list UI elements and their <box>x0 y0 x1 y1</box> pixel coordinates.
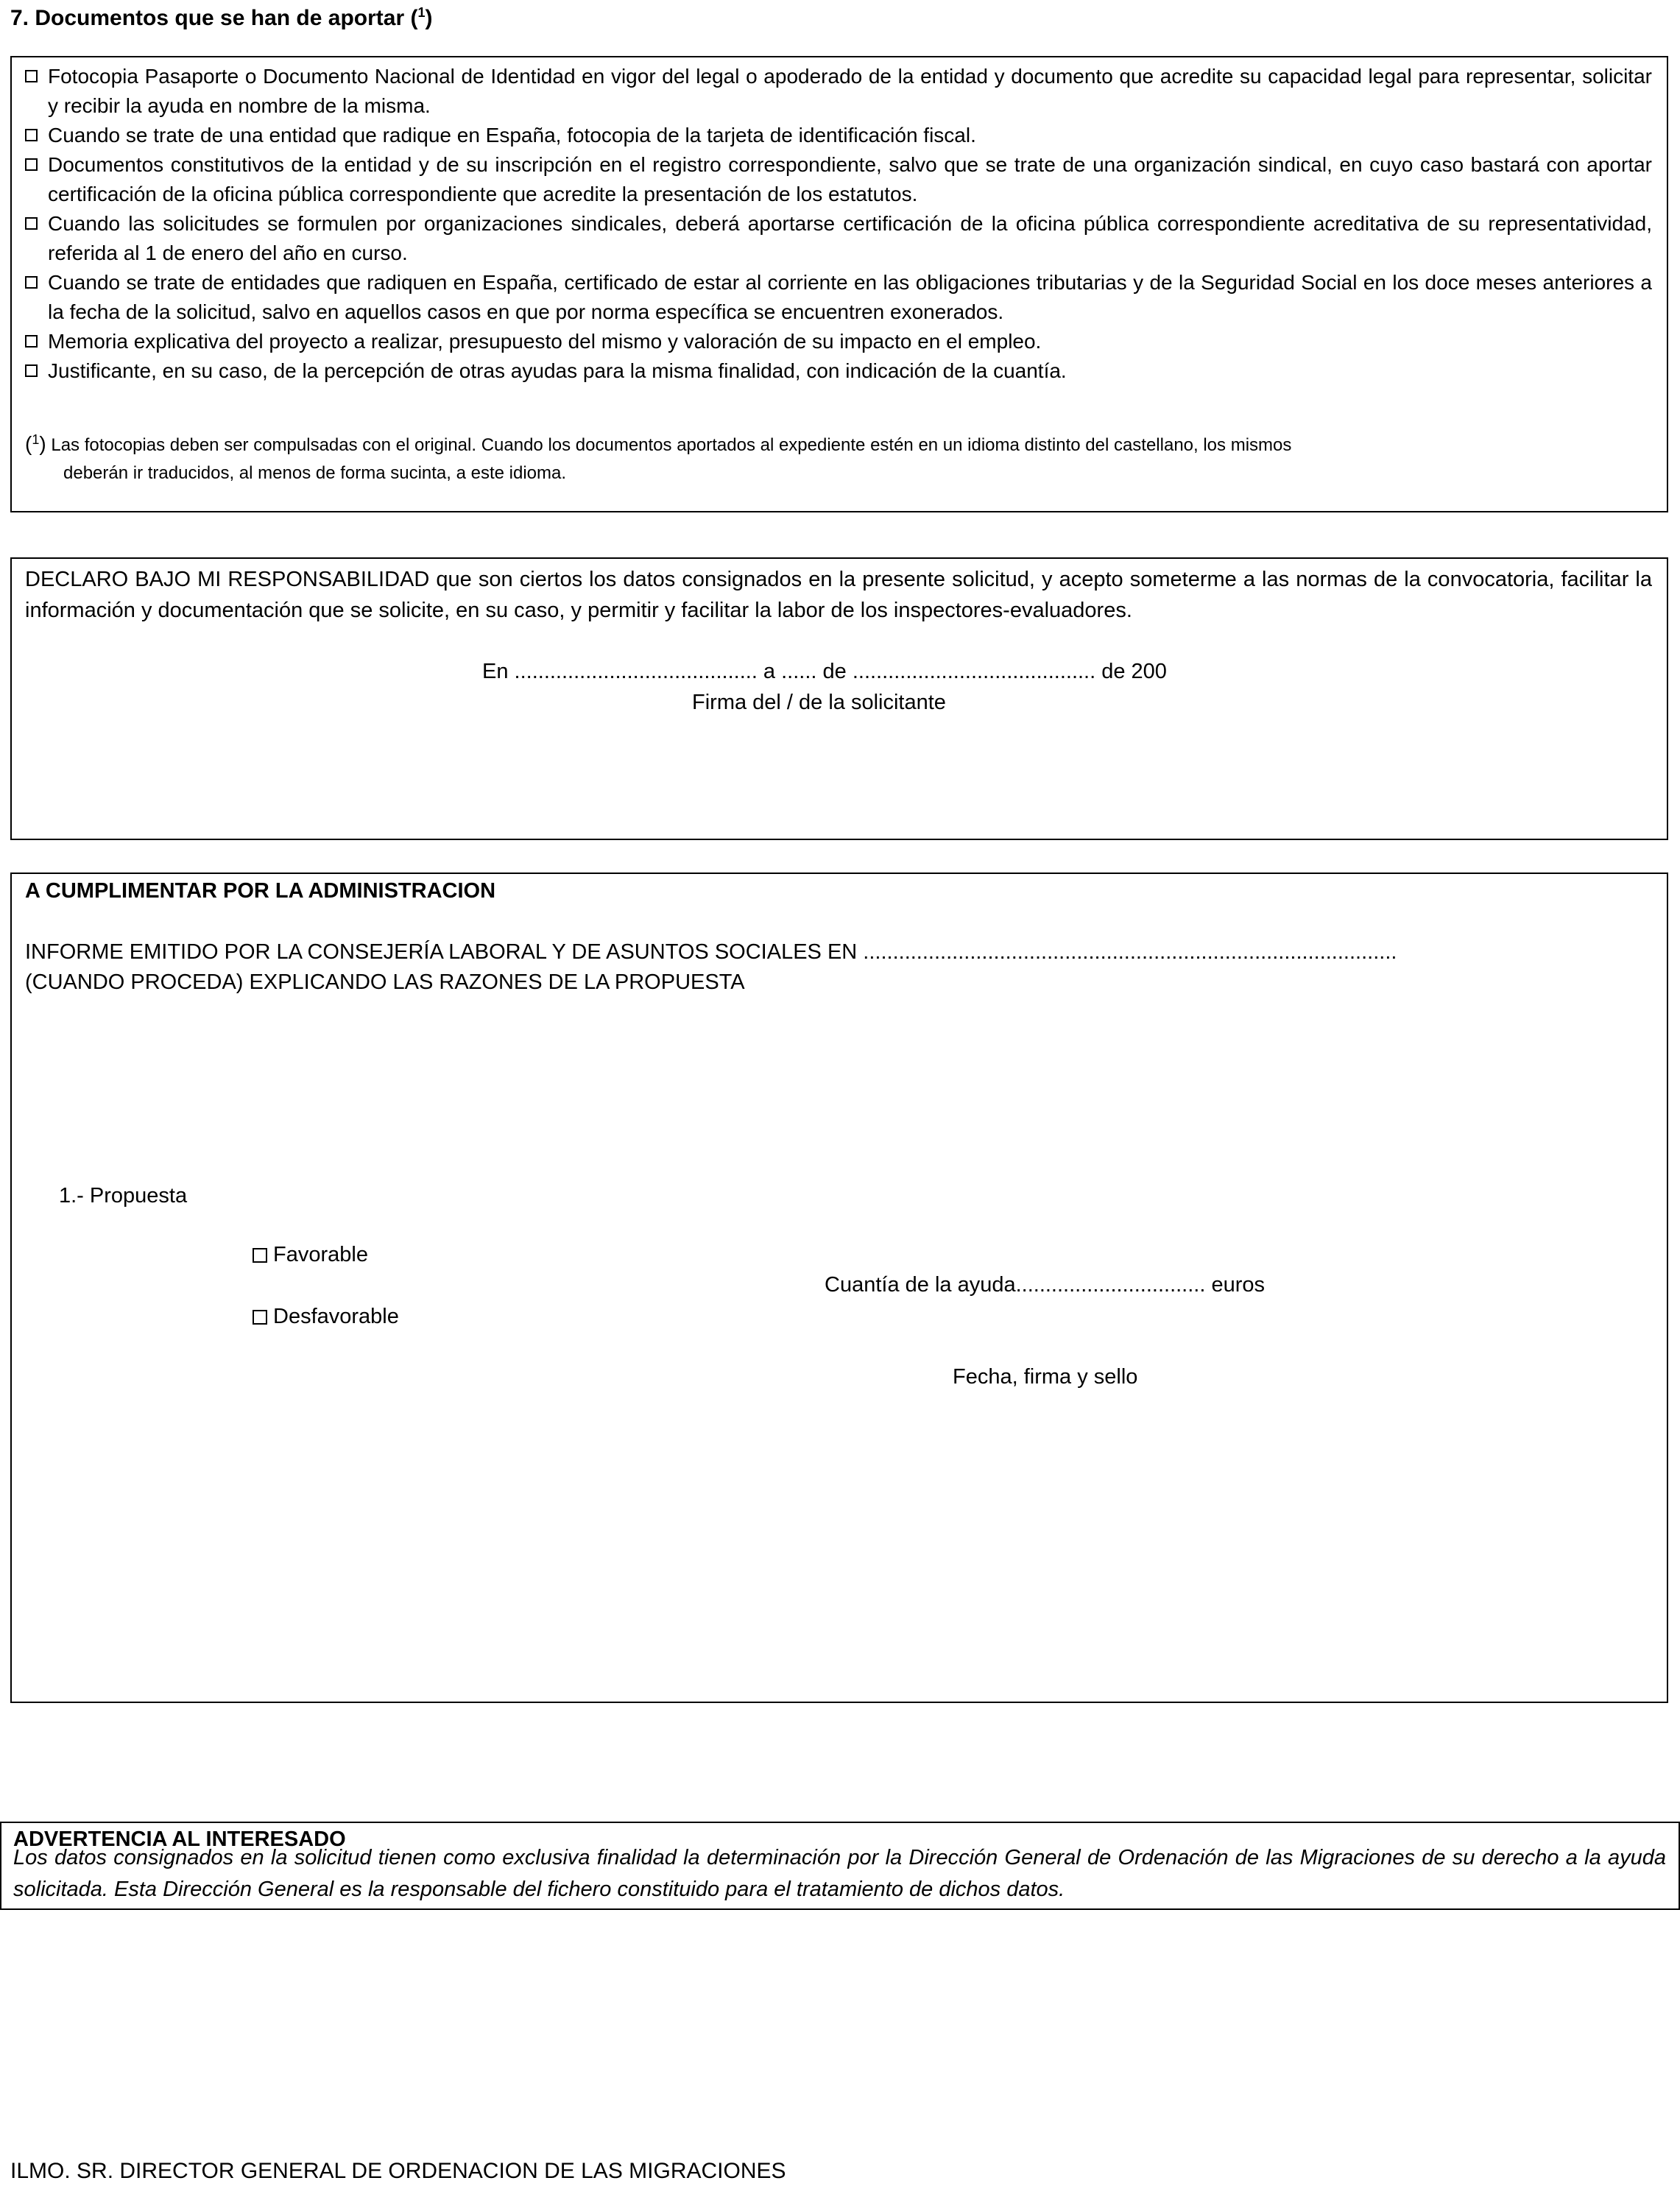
document-item-text: Memoria explicativa del proyecto a realizar, presupuesto del mismo y valoración de su impacto en el empleo. <box>48 330 1042 353</box>
place-date-line: En ......................................... a ...... de ......................................... de 200 <box>482 660 1167 683</box>
document-item <box>25 356 1652 386</box>
checkbox-document-2[interactable] <box>25 129 38 141</box>
documents-footnote <box>25 430 1652 487</box>
section-7-title-sup: 1 <box>417 5 426 20</box>
favorable-option[interactable] <box>253 1243 368 1267</box>
footnote-text-2: deberán ir traducidos, al menos de forma sucinta, a este idioma. <box>63 463 567 483</box>
document-item <box>25 268 1652 327</box>
section-7-title <box>10 6 432 31</box>
unfavorable-option[interactable] <box>253 1305 399 1329</box>
document-item <box>25 209 1652 268</box>
section-7-title-text: 7. Documentos que se han de aportar ( <box>10 6 418 30</box>
checkbox-document-4[interactable] <box>25 217 38 230</box>
unfavorable-label: Desfavorable <box>273 1305 399 1328</box>
document-item <box>25 327 1652 356</box>
document-item-text: Cuando las solicitudes se formulen por organizaciones sindicales, deberá aportarse certificación de la oficina pública correspondiente acreditativa de su representatividad, referida al 1 de enero del año en curso. <box>48 212 1652 264</box>
footnote-mark-open: ( <box>25 432 32 455</box>
document-item-text: Cuando se trate de una entidad que radique en España, fotocopia de la tarjeta de identificación fiscal. <box>48 124 976 147</box>
warning-text: Los datos consignados en la solicitud tienen como exclusiva finalidad la determinación por la Dirección General de Ordenación de las Migraciones de su derecho a la ayuda solicitada. Esta Dirección General es la responsable del fichero constituido para el tratamiento de dichos datos. <box>13 1846 1666 1901</box>
section-7-title-end: ) <box>425 6 433 30</box>
document-item <box>25 150 1652 209</box>
checkbox-document-5[interactable] <box>25 276 38 289</box>
signature-label: Firma del / de la solicitante <box>692 691 946 714</box>
addressee-line: ILMO. SR. DIRECTOR GENERAL DE ORDENACION DE LAS MIGRACIONES <box>10 2159 786 2183</box>
checkbox-document-1[interactable] <box>25 70 38 82</box>
footnote-mark-sup: 1 <box>32 432 40 447</box>
report-line-2: (CUANDO PROCEDA) EXPLICANDO LAS RAZONES DE LA PROPUESTA <box>25 970 745 994</box>
document-item <box>25 121 1652 150</box>
report-line-1: INFORME EMITIDO POR LA CONSEJERÍA LABORAL Y DE ASUNTOS SOCIALES EN .......................................................................................... <box>25 940 1397 964</box>
checkbox-document-6[interactable] <box>25 335 38 348</box>
checkbox-favorable[interactable] <box>253 1248 267 1263</box>
footnote-line-1 <box>25 430 1652 459</box>
document-item-text: Documentos constitutivos de la entidad y de su inscripción en el registro correspondiente, salvo que se trate de una organización sindical, en cuyo caso bastará con aportar certificación de la oficina pública correspondiente que acredite la presentación de los estatutos. <box>48 153 1652 205</box>
administration-title: A CUMPLIMENTAR POR LA ADMINISTRACION <box>25 879 496 903</box>
declaration-text: DECLARO BAJO MI RESPONSABILIDAD que son ciertos los datos consignados en la presente solicitud, y acepto someterme a las normas de la convocatoria, facilitar la información y documentación que se solicite, en su caso, y permitir y facilitar la labor de los inspectores-evaluadores. <box>25 568 1652 622</box>
proposal-label: 1.- Propuesta <box>59 1184 188 1208</box>
amount-line: Cuantía de la ayuda................................ euros <box>825 1273 1266 1297</box>
favorable-label: Favorable <box>273 1243 368 1266</box>
document-item-text: Justificante, en su caso, de la percepción de otras ayudas para la misma finalidad, con indicación de la cuantía. <box>48 359 1067 382</box>
footnote-mark-close: ) <box>39 432 46 455</box>
date-sign-label: Fecha, firma y sello <box>953 1365 1138 1389</box>
document-item-text: Cuando se trate de entidades que radiquen en España, certificado de estar al corriente en las obligaciones tributarias y de la Seguridad Social en los doce meses anteriores a la fecha de la solicitud, salvo en aquellos casos en que por norma específica se encuentren exonerados. <box>48 271 1652 323</box>
checkbox-document-3[interactable] <box>25 158 38 171</box>
checkbox-document-7[interactable] <box>25 364 38 377</box>
documents-list <box>25 62 1652 386</box>
warning-title: ADVERTENCIA AL INTERESADO <box>13 1827 346 1851</box>
checkbox-unfavorable[interactable] <box>253 1310 267 1325</box>
document-item <box>25 62 1652 121</box>
footnote-text-1: Las fotocopias deben ser compulsadas con el original. Cuando los documentos aportados al expediente estén en un idioma distinto del castellano, los mismos <box>51 435 1292 455</box>
document-item-text: Fotocopia Pasaporte o Documento Nacional de Identidad en vigor del legal o apoderado de la entidad y documento que acredite su capacidad legal para representar, solicitar y recibir la ayuda en nombre de la misma. <box>48 65 1652 117</box>
